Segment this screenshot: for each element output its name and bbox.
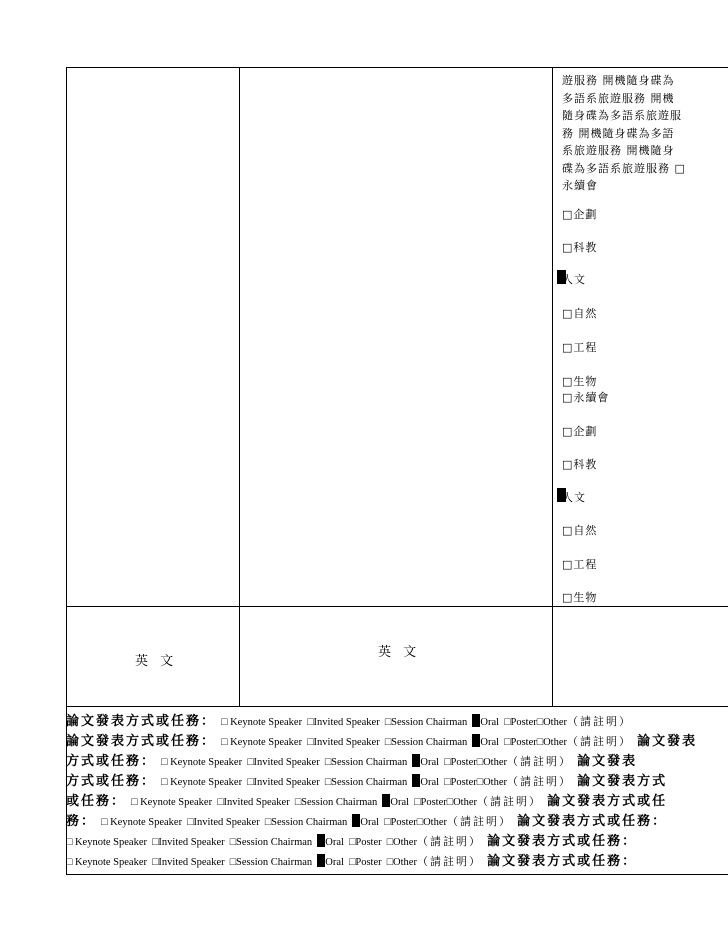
option-other[interactable]: □Other [536,737,567,748]
paragraph-line [66,730,728,750]
description-line: 隨身碟為多語系旅遊服 [562,109,682,122]
description-line: 遊服務 開機隨身碟為 [562,74,675,87]
paragraph-line [66,830,728,850]
table-row-divider [67,606,728,607]
checkbox-biology[interactable]: □生物 [562,375,598,388]
option-session-chairman[interactable]: □Session Chairman [229,857,313,868]
note-label: （請註明） [506,775,572,788]
option-invited[interactable]: □Invited Speaker [187,817,260,828]
option-invited[interactable]: □Invited Speaker [307,737,380,748]
option-oral[interactable]: Oral [325,857,344,868]
checkbox-humanities-2[interactable]: 人文 [562,491,586,504]
checkbox-nature[interactable]: □自然 [562,307,598,320]
table-row-divider-2 [67,706,728,707]
option-poster[interactable]: □Poster [384,817,417,828]
option-invited[interactable]: □Invited Speaker [307,717,380,728]
checkbox-planning[interactable]: □企劃 [562,208,598,221]
description-line: 碟為多語系旅遊服務 □ [562,161,686,175]
option-keynote[interactable]: □ Keynote Speaker [101,817,183,828]
description-line: 永續會 [562,179,598,192]
option-session-chairman[interactable]: □Session Chairman [384,737,468,748]
option-keynote[interactable]: □ Keynote Speaker [66,837,147,848]
option-oral[interactable]: Oral [360,817,380,828]
checkbox-biology-2[interactable]: □生物 [562,591,598,604]
paragraph-line [66,750,728,770]
presentation-label-part: 或任務： [66,794,127,809]
presentation-type-section [66,710,728,870]
checkbox-engineering-2[interactable]: □工程 [562,558,598,571]
checkbox-science-education-2[interactable]: □科教 [562,458,598,471]
presentation-label: 論文發表方式或任務： [487,854,638,869]
option-invited[interactable]: □Invited Speaker [247,777,320,788]
option-invited[interactable]: □Invited Speaker [152,857,225,868]
option-keynote[interactable]: □ Keynote Speaker [161,757,243,768]
option-keynote[interactable]: □ Keynote Speaker [221,717,303,728]
option-keynote[interactable]: □ Keynote Speaker [161,777,243,788]
option-poster[interactable]: □Poster [444,757,477,768]
checkbox-planning-2[interactable]: □企劃 [562,425,598,438]
presentation-label-part: 方式或任務： [66,754,157,769]
option-other[interactable]: □Other [476,757,507,768]
presentation-label: 論文發表方式或任務： [66,714,217,729]
checkbox-engineering[interactable]: □工程 [562,341,598,354]
note-label: （請註明） [416,855,482,868]
paragraph-line [66,770,728,790]
option-poster[interactable]: □Poster [349,837,382,848]
paragraph-line [66,810,728,830]
option-poster[interactable]: □Poster [414,797,447,808]
presentation-label-part: 方式或任務： [66,774,157,789]
table-divider-1 [239,68,240,706]
option-poster[interactable]: □Poster [444,777,477,788]
option-session-chairman[interactable]: □Session Chairman [384,717,468,728]
note-label: （請註明） [476,795,542,808]
presentation-label-part: 務： [66,814,97,829]
option-keynote[interactable]: □ Keynote Speaker [131,797,213,808]
option-session-chairman[interactable]: □Session Chairman [229,837,313,848]
option-invited[interactable]: □Invited Speaker [247,757,320,768]
presentation-label-part: 論文發表方式或任 [547,794,668,809]
note-label: （請註明） [566,715,632,728]
description-line: 多語系旅遊服務 開機 [562,91,675,105]
option-oral[interactable]: Oral [325,837,344,848]
option-oral[interactable]: Oral [420,777,440,788]
paragraph-line [66,850,728,870]
option-keynote[interactable]: □ Keynote Speaker [221,737,303,748]
option-other[interactable]: □Other [536,717,567,728]
description-line: 務 開機隨身碟為多語 [562,126,675,140]
option-session-chairman[interactable]: □Session Chairman [324,757,408,768]
option-other[interactable]: □Other [446,797,477,808]
description-line: 系旅遊服務 開機隨身 [562,144,675,157]
option-invited[interactable]: □Invited Speaker [152,837,225,848]
paragraph-line [66,710,728,730]
presentation-label-part: 論文發表 [577,754,638,769]
option-session-chairman[interactable]: □Session Chairman [294,797,378,808]
option-session-chairman[interactable]: □Session Chairman [264,817,348,828]
presentation-label-part: 論文發表方式 [577,774,668,789]
table-divider-2 [552,68,553,706]
option-keynote[interactable]: □ Keynote Speaker [66,857,147,868]
english-label-left: 英 文 [135,654,178,669]
option-other[interactable]: □Other [416,817,447,828]
note-label: （請註明） [446,815,512,828]
presentation-label: 論文發表方式或任務： [517,814,668,829]
presentation-label: 論文發表方式或任務： [487,834,638,849]
option-other[interactable]: □Other [386,837,417,848]
option-poster[interactable]: □Poster [504,737,537,748]
note-label: （請註明） [506,755,572,768]
checkbox-sustainability[interactable]: □永續會 [562,391,610,404]
paragraph-line [66,790,728,810]
english-label-middle: 英 文 [378,645,421,660]
note-label: （請註明） [566,735,632,748]
checkbox-science-education[interactable]: □科教 [562,241,598,254]
option-oral[interactable]: Oral [480,717,500,728]
option-poster[interactable]: □Poster [504,717,537,728]
checkbox-nature-2[interactable]: □自然 [562,524,598,537]
option-invited[interactable]: □Invited Speaker [217,797,290,808]
option-oral[interactable]: Oral [390,797,410,808]
option-oral[interactable]: Oral [420,757,440,768]
category-description [562,72,712,195]
presentation-label-part: 論文發表 [637,734,698,749]
option-other[interactable]: □Other [386,857,417,868]
option-session-chairman[interactable]: □Session Chairman [324,777,408,788]
option-other[interactable]: □Other [476,777,507,788]
option-oral[interactable]: Oral [480,737,500,748]
option-poster[interactable]: □Poster [349,857,382,868]
note-label: （請註明） [416,835,482,848]
checkbox-humanities[interactable]: 人文 [562,273,586,286]
presentation-label: 論文發表方式或任務： [66,734,217,749]
